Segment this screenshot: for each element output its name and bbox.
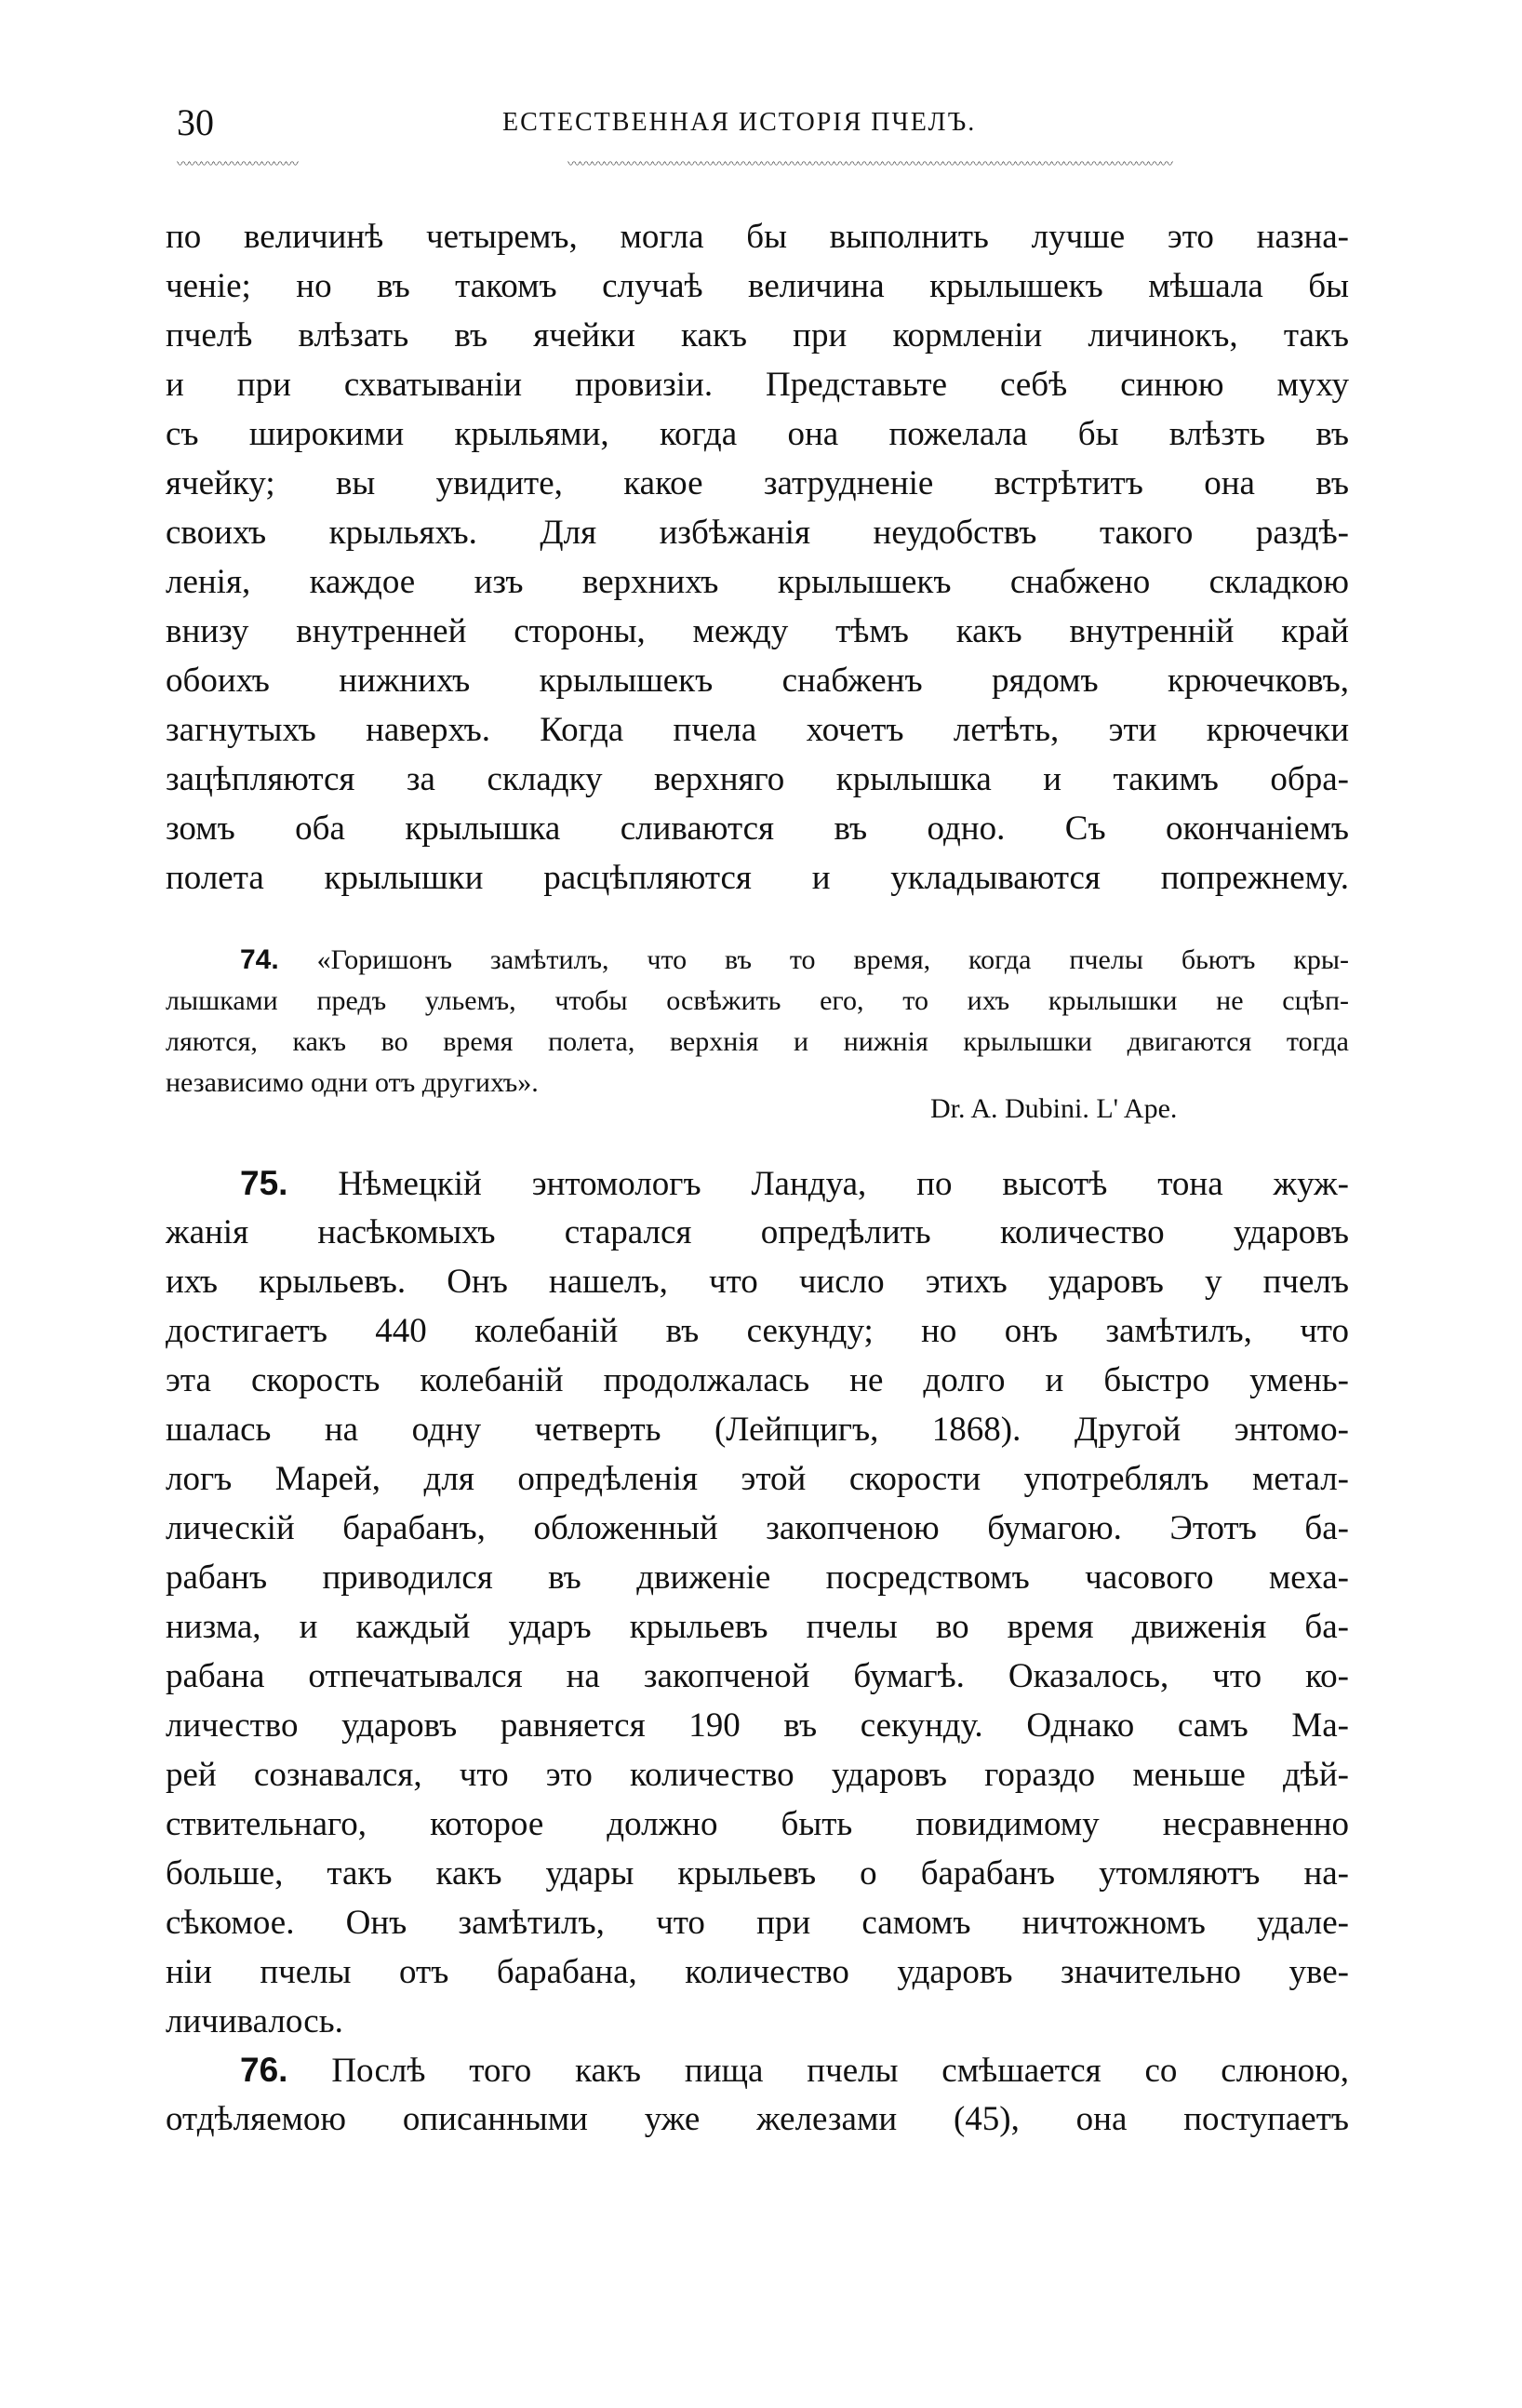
wavy-rule-right: 〰〰〰〰〰〰〰〰〰〰〰〰〰〰〰〰〰〰〰〰〰〰〰〰〰〰〰〰〰〰〰〰〰〰〰〰〰〰〰〰〰〰〰〰〰〰〰〰〰〰 — [567, 158, 1172, 172]
text-line: рабанъ приводился въ движеніе посредствомъ часового меха- — [166, 1559, 1349, 1597]
text-line: ченіе; но въ такомъ случаѣ величина крылышекъ мѣшала бы — [166, 267, 1349, 305]
text-line: полета крылышки расцѣпляются и укладываются попрежнему. — [166, 859, 1349, 897]
page-header — [167, 100, 1349, 172]
section-number: 75. — [240, 1164, 288, 1202]
text-line: отдѣляемою описанными уже железами (45), она поступаетъ — [166, 2100, 1349, 2138]
text-line: зомъ оба крылышка сливаются въ одно. Съ окончаніемъ — [166, 809, 1349, 848]
footnote-74 — [166, 940, 1349, 1104]
text-line: ихъ крыльевъ. Онъ нашелъ, что число этихъ ударовъ у пчелъ — [166, 1263, 1349, 1301]
text-line: рей сознавался, что это количество ударовъ гораздо меньше дѣй- — [166, 1756, 1349, 1794]
text-line: независимо одни отъ другихъ». — [166, 1067, 539, 1098]
text-line: личество ударовъ равняется 190 въ секунду. Однако самъ Ма- — [166, 1706, 1349, 1745]
page-number: 30 — [177, 101, 214, 143]
text-line: лическій барабанъ, обложенный закопченою бумагою. Этотъ ба- — [166, 1509, 1349, 1547]
section-number: 74. — [240, 944, 279, 975]
text-line: больше, такъ какъ удары крыльевъ о барабанъ утомляютъ на- — [166, 1854, 1349, 1893]
paragraph-76 — [166, 2045, 1349, 2144]
text-line: сѣкомое. Онъ замѣтилъ, что при самомъ ничтожномъ удале- — [166, 1904, 1349, 1942]
line-text: «Горишонъ замѣтилъ, что въ то время, когда пчелы бьютъ кры- — [316, 944, 1350, 975]
text-line: достигаетъ 440 колебаній въ секунду; но онъ замѣтилъ, что — [166, 1312, 1349, 1350]
text-line: внизу внутренней стороны, между тѣмъ какъ внутренній край — [166, 612, 1349, 650]
text-line: эта скорость колебаній продолжалась не долго и быстро умень- — [166, 1361, 1349, 1399]
text-line: по величинѣ четыремъ, могла бы выполнить лучше это назна- — [166, 218, 1349, 256]
text-line: ячейку; вы увидите, какое затрудненіе встрѣтитъ она въ — [166, 464, 1349, 502]
citation-attribution: Dr. A. Dubini. L' Ape. — [930, 1093, 1178, 1124]
text-line: зацѣпляются за складку верхняго крылышка и такимъ обра- — [166, 760, 1349, 798]
text-line: личивалось. — [166, 2002, 343, 2040]
text-line: ніи пчелы отъ барабана, количество ударовъ значительно уве- — [166, 1953, 1349, 1991]
text-line: ствительнаго, которое должно быть повидимому несравненно — [166, 1805, 1349, 1843]
text-line: низма, и каждый ударъ крыльевъ пчелы во время движенія ба- — [166, 1608, 1349, 1646]
line-text: Нѣмецкій энтомологъ Ландуа, по высотѣ тона жуж- — [338, 1165, 1349, 1203]
line-text: Послѣ того какъ пища пчелы смѣшается со слюною, — [331, 2052, 1350, 2090]
text-line: жанія насѣкомыхъ старался опредѣлить количество ударовъ — [166, 1213, 1349, 1251]
text-line: и при схватываніи провизіи. Представьте себѣ синюю муху — [166, 366, 1349, 404]
text-line: рабана отпечатывался на закопченой бумагѣ. Оказалось, что ко- — [166, 1657, 1349, 1695]
text-line: своихъ крыльяхъ. Для избѣжанія неудобствъ такого раздѣ- — [166, 514, 1349, 552]
text-line: съ широкими крыльями, когда она пожелала бы влѣзть въ — [166, 415, 1349, 453]
text-line: ляются, какъ во время полета, верхнія и нижнія крылышки двигаются тогда — [166, 1026, 1349, 1057]
wavy-rule-left: 〰〰〰〰〰〰〰〰〰〰 — [177, 158, 298, 172]
text-line: ленія, каждое изъ верхнихъ крылышекъ снабжено складкою — [166, 563, 1349, 601]
text-line: пчелѣ влѣзать въ ячейки какъ при кормленіи личинокъ, такъ — [166, 316, 1349, 355]
text-line — [166, 2045, 1349, 2094]
paragraph-75 — [166, 1158, 1349, 2046]
running-title: ЕСТЕСТВЕННАЯ ИСТОРІЯ ПЧЕЛЪ. — [502, 108, 977, 137]
section-number: 76. — [240, 2051, 288, 2089]
text-line: логъ Марей, для опредѣленія этой скорости употреблялъ метал- — [166, 1460, 1349, 1498]
text-line — [166, 940, 1349, 981]
text-line: загнутыхъ наверхъ. Когда пчела хочетъ летѣть, эти крючечки — [166, 711, 1349, 749]
text-line: лышками предъ ульемъ, чтобы освѣжить его, то ихъ крылышки не сцѣп- — [166, 985, 1349, 1016]
text-line: обоихъ нижнихъ крылышекъ снабженъ рядомъ крючечковъ, — [166, 662, 1349, 700]
text-line: шалась на одну четверть (Лейпцигъ, 1868). Другой энтомо- — [166, 1411, 1349, 1449]
paragraph-continued — [166, 212, 1349, 903]
text-line — [166, 1158, 1349, 1208]
